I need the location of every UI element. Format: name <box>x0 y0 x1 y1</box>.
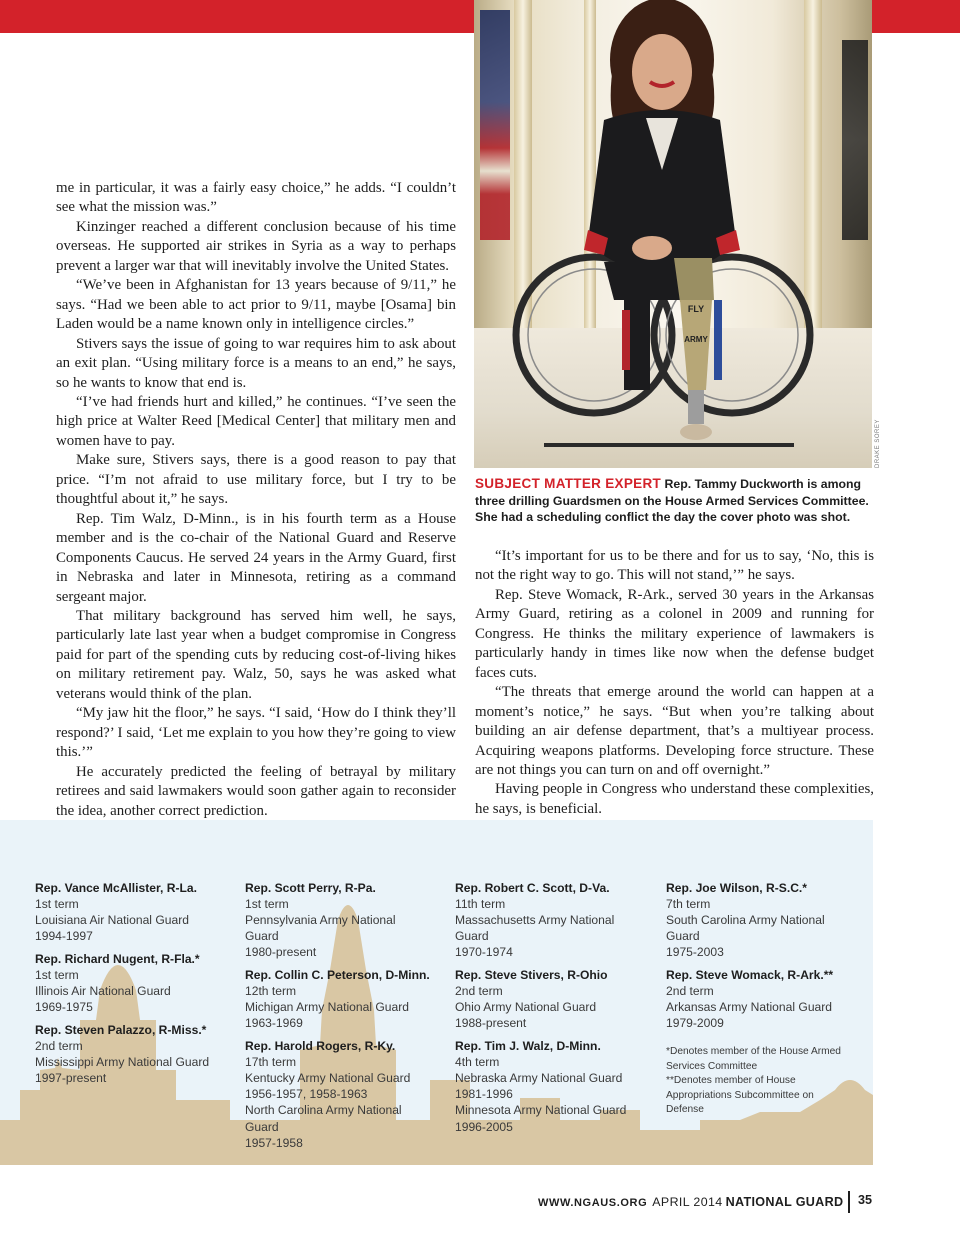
caption-text: Rep. Tammy Duckworth is among three drilling Guardsmen on the House Armed Services Committee. She had a scheduling conflict the day the cover photo was shot. <box>475 477 869 524</box>
member-unit: Kentucky Army National Guard <box>245 1071 411 1086</box>
roster-column-3 <box>455 880 655 1141</box>
paragraph: “My jaw hit the floor,” he says. “I said, ‘How do I think they’ll respond?’ I said, ‘Let me explain to you how they’re going to view this.’” <box>56 705 456 761</box>
page-number: 35 <box>858 1193 873 1207</box>
member-unit: Illinois Air National Guard <box>35 984 171 999</box>
article-column-2 <box>475 547 874 819</box>
member-name: Rep. Tim J. Walz, D-Minn. <box>455 1039 601 1054</box>
member-years: 1956-1957, 1958-1963 <box>245 1087 368 1102</box>
roster-footnote <box>666 1045 866 1118</box>
member-name: Rep. Harold Rogers, R-Ky. <box>245 1039 396 1054</box>
member-name: Rep. Steven Palazzo, R-Miss.* <box>35 1022 207 1037</box>
roster-entry <box>35 880 235 944</box>
paragraph: That military background has served him well, he says, particularly late last year when a budget compromise in Congress paid for part of the spending cuts by reducing cost-of-living hikes on military retirement pay. Walz, 50, says he was asked what veterans would think of the plan. <box>56 607 456 702</box>
member-unit: Mississippi Army National Guard <box>35 1055 210 1070</box>
member-unit: Massachusetts Army National <box>455 913 615 928</box>
member-unit: Minnesota Army National Guard <box>455 1103 627 1118</box>
member-name: Rep. Steve Stivers, R-Ohio <box>455 968 608 983</box>
member-term: 11th term <box>455 897 506 912</box>
roster-column-1 <box>35 880 235 1093</box>
paragraph: “We’ve been in Afghanistan for 13 years because of 9/11,” he says. “Had we been able to act prior to 9/11, maybe [Osama] bin Laden would be a name known only in intelligence circles.” <box>56 277 456 333</box>
member-years: 1996-2005 <box>455 1119 513 1134</box>
roster-entry <box>35 1022 235 1086</box>
member-term: 2nd term <box>666 984 714 999</box>
member-term: 12th term <box>245 984 297 999</box>
member-years: 1963-1969 <box>245 1016 303 1031</box>
footnote-line: Services Committee <box>666 1060 758 1072</box>
footnote-line: *Denotes member of the House Armed <box>666 1046 841 1058</box>
paragraph: me in particular, it was a fairly easy choice,” he adds. “I couldn’t see what the mission was.” <box>56 180 456 216</box>
roster-entry <box>666 967 866 1031</box>
member-unit: Arkansas Army National Guard <box>666 1000 833 1015</box>
footnote-line: Appropriations Subcommittee on <box>666 1089 814 1101</box>
roster-entry <box>245 967 445 1031</box>
roster-entry <box>455 880 655 960</box>
member-unit: Ohio Army National Guard <box>455 1000 597 1015</box>
footer-website: WWW.NGAUS.ORG <box>538 1197 648 1209</box>
member-name: Rep. Robert C. Scott, D-Va. <box>455 881 610 895</box>
article-column-1 <box>56 179 456 821</box>
prosthetic-army-text: ARMY <box>684 335 708 344</box>
paragraph: Stivers says the issue of going to war requires him to ask about an exit plan. “Using military force is a means to an end,” he says, so he wants to know that end is. <box>56 335 456 391</box>
member-term: 7th term <box>666 897 711 912</box>
footer-magazine: NATIONAL GUARD <box>725 1195 844 1209</box>
roster-column-2 <box>245 880 445 1157</box>
portrait-figure <box>474 0 872 468</box>
photo-caption <box>475 476 875 526</box>
member-unit: Nebraska Army National Guard <box>455 1071 623 1086</box>
member-years: 1997-present <box>35 1071 107 1086</box>
paragraph: Having people in Congress who understand these complexities, he says, is beneficial. <box>475 781 874 817</box>
member-years: 1975-2003 <box>666 945 724 960</box>
paragraph: He accurately predicted the feeling of betrayal by military retirees and said lawmakers would soon gather again to reconsider the idea, another correct prediction. <box>56 763 456 819</box>
paragraph: “I’ve had friends hurt and killed,” he continues. “I’ve seen the high price at Walter Reed [Medical Center] that military men and women have to pay. <box>56 393 456 449</box>
prosthetic-fly-text: FLY <box>687 304 705 314</box>
member-name: Rep. Collin C. Peterson, D-Minn. <box>245 968 430 983</box>
roster-column-4 <box>666 880 866 1118</box>
member-term: 2nd term <box>455 984 503 999</box>
member-term: 2nd term <box>35 1039 83 1054</box>
paragraph: Rep. Steve Womack, R-Ark., served 30 years in the Arkansas Army Guard, retiring as a colonel in 2009 and running for Congress. He thinks the military experience of lawmakers is particularly handy in times like now when the defense budget faces cuts. <box>475 586 874 681</box>
member-term: 1st term <box>245 897 289 912</box>
member-unit: Guard <box>245 1119 279 1134</box>
paragraph: “It’s important for us to be there and for us to say, ‘No, this is not the right way to go. This will not stand,’” he says. <box>475 548 874 584</box>
footnote-line: Defense <box>666 1104 704 1116</box>
member-years: 1970-1974 <box>455 945 513 960</box>
member-unit: Guard <box>455 929 489 944</box>
footer-issue: APRIL 2014 <box>652 1195 723 1209</box>
member-unit: Michigan Army National Guard <box>245 1000 410 1015</box>
roster-entry <box>455 1038 655 1135</box>
roster-entry <box>245 1038 445 1151</box>
member-name: Rep. Steve Womack, R-Ark.** <box>666 968 834 983</box>
member-years: 1981-1996 <box>455 1087 513 1102</box>
footnote-line: **Denotes member of House <box>666 1075 796 1087</box>
member-years: 1969-1975 <box>35 1000 93 1015</box>
footer-divider <box>848 1191 850 1213</box>
page-footer <box>538 1193 878 1213</box>
caption-kicker: SUBJECT MATTER EXPERT <box>475 476 662 491</box>
member-term: 4th term <box>455 1055 500 1070</box>
paragraph: Kinzinger reached a different conclusion because of his time overseas. He supported air strikes in Syria as a way to perhaps prevent a larger war that will inevitably involve the United States. <box>56 218 456 274</box>
photo-credit: DRAKE SOREY <box>875 419 881 468</box>
roster-entry <box>666 880 866 960</box>
member-years: 1979-2009 <box>666 1016 724 1031</box>
paragraph: Make sure, Stivers says, there is a good reason to pay that price. “I’m not afraid to use military force, but I try to be thoughtful about it,” he says. <box>56 452 456 508</box>
member-unit: Louisiana Air National Guard <box>35 913 189 928</box>
roster-entry <box>245 880 445 960</box>
duckworth-photo <box>474 0 872 468</box>
member-name: Rep. Scott Perry, R-Pa. <box>245 881 376 895</box>
paragraph: Rep. Tim Walz, D-Minn., is in his fourth term as a House member and is the co-chair of the National Guard and Reserve Components Caucus. He served 24 years in the Army Guard, first in Nebraska and later in Minnesota, retiring as a command sergeant major. <box>56 510 456 605</box>
guardsmen-roster-box <box>0 820 873 1165</box>
member-term: 17th term <box>245 1055 297 1070</box>
member-term: 1st term <box>35 968 79 983</box>
member-unit: North Carolina Army National <box>245 1103 402 1118</box>
member-unit: Pennsylvania Army National <box>245 913 396 928</box>
paragraph: “The threats that emerge around the world can happen at a moment’s notice,” he says. “But when you’re talking about building an air defense department, that’s a multiyear process. Acquiring weapons platforms. Developing force structure. These are not things you can turn on and off overnight.” <box>475 684 874 778</box>
member-unit: Guard <box>245 929 279 944</box>
member-years: 1980-present <box>245 945 317 960</box>
member-years: 1988-present <box>455 1016 527 1031</box>
member-unit: South Carolina Army National <box>666 913 825 928</box>
member-years: 1957-1958 <box>245 1135 303 1150</box>
member-years: 1994-1997 <box>35 929 93 944</box>
member-term: 1st term <box>35 897 79 912</box>
roster-entry <box>455 967 655 1031</box>
member-name: Rep. Richard Nugent, R-Fla.* <box>35 951 200 966</box>
member-name: Rep. Joe Wilson, R-S.C.* <box>666 881 808 895</box>
member-unit: Guard <box>666 929 700 944</box>
member-name: Rep. Vance McAllister, R-La. <box>35 881 197 895</box>
roster-entry <box>35 951 235 1015</box>
